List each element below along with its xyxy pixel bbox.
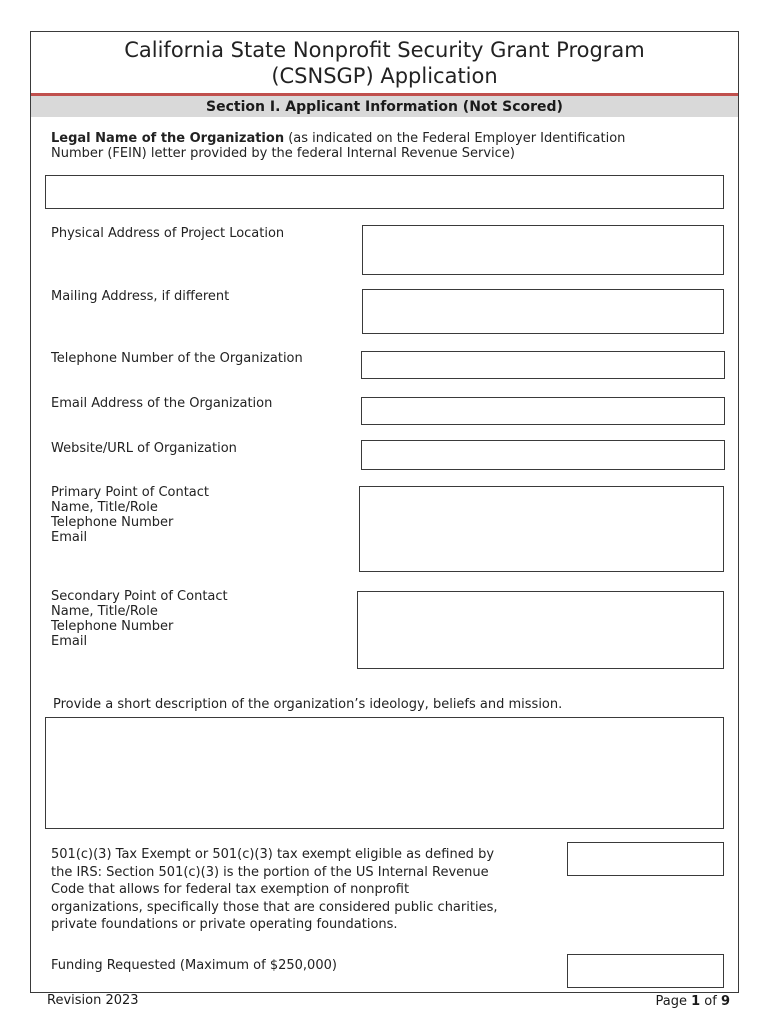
- tax-exempt-label: [51, 846, 571, 934]
- form-title: [31, 37, 738, 89]
- primary-contact-field[interactable]: [359, 486, 724, 572]
- tax-exempt-line: Code that allows for federal tax exemption of nonprofit: [51, 882, 410, 897]
- page-prefix: Page: [655, 994, 692, 1009]
- legal-name-label: [51, 131, 731, 161]
- primary-contact-line: Primary Point of Contact: [51, 485, 210, 500]
- revision-label: Revision 2023: [47, 993, 139, 1008]
- form-title-line1: California State Nonprofit Security Grant Program: [124, 38, 645, 62]
- tax-exempt-field[interactable]: [567, 842, 724, 876]
- description-label: Provide a short description of the organization’s ideology, beliefs and mission.: [53, 697, 563, 712]
- secondary-contact-label: [51, 589, 228, 649]
- description-field[interactable]: [45, 717, 724, 829]
- page-current: 1: [691, 994, 701, 1009]
- page-total: 9: [720, 994, 730, 1009]
- secondary-contact-line: Name, Title/Role: [51, 604, 158, 619]
- section-heading: Section I. Applicant Information (Not Scored): [206, 99, 563, 115]
- mailing-address-field[interactable]: [362, 289, 724, 334]
- primary-contact-line: Telephone Number: [51, 515, 174, 530]
- funding-label: Funding Requested (Maximum of $250,000): [51, 958, 337, 973]
- page-of: of: [700, 994, 721, 1009]
- form-title-line2: (CSNSGP) Application: [271, 64, 498, 88]
- mailing-address-label: Mailing Address, if different: [51, 289, 230, 304]
- website-label: Website/URL of Organization: [51, 441, 237, 456]
- legal-name-label-line2: Number (FEIN) letter provided by the federal Internal Revenue Service): [51, 146, 515, 161]
- legal-name-label-bold: Legal Name of the Organization: [51, 131, 285, 146]
- physical-address-field[interactable]: [362, 225, 724, 275]
- tax-exempt-line: private foundations or private operating foundations.: [51, 917, 398, 932]
- page-number: [656, 994, 731, 1010]
- primary-contact-line: Name, Title/Role: [51, 500, 158, 515]
- legal-name-label-rest: (as indicated on the Federal Employer Identification: [284, 131, 626, 146]
- tax-exempt-line: 501(c)(3) Tax Exempt or 501(c)(3) tax exempt eligible as defined by: [51, 847, 495, 862]
- secondary-contact-line: Email: [51, 634, 88, 649]
- secondary-contact-line: Secondary Point of Contact: [51, 589, 228, 604]
- website-field[interactable]: [361, 440, 725, 470]
- secondary-contact-field[interactable]: [357, 591, 724, 669]
- primary-contact-line: Email: [51, 530, 88, 545]
- telephone-field[interactable]: [361, 351, 725, 379]
- telephone-label: Telephone Number of the Organization: [51, 351, 303, 366]
- primary-contact-label: [51, 485, 209, 545]
- tax-exempt-line: organizations, specifically those that are considered public charities,: [51, 899, 498, 915]
- legal-name-field[interactable]: [45, 175, 724, 209]
- tax-exempt-line: the IRS: Section 501(c)(3) is the portion of the US Internal Revenue: [51, 864, 489, 880]
- email-field[interactable]: [361, 397, 725, 425]
- funding-field[interactable]: [567, 954, 724, 988]
- secondary-contact-line: Telephone Number: [51, 619, 174, 634]
- email-label: Email Address of the Organization: [51, 396, 273, 411]
- physical-address-label: Physical Address of Project Location: [51, 226, 285, 241]
